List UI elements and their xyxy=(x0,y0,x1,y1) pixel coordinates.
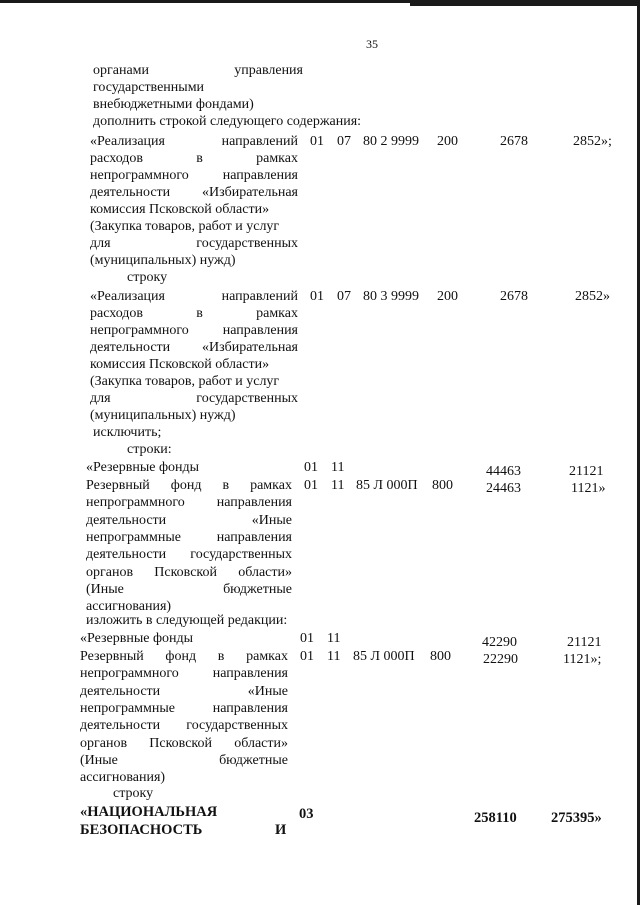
description-word: направления xyxy=(222,168,298,183)
reserve-new-target: 85 Л 000П xyxy=(353,649,415,664)
description-line xyxy=(90,374,279,391)
row-added-year2: 2852»; xyxy=(573,134,612,149)
reserve-new-section: 01 xyxy=(300,649,314,664)
description-line xyxy=(80,701,288,718)
description-word: для xyxy=(90,236,111,251)
instruction-add: дополнить строкой следующего содержания: xyxy=(93,114,362,129)
description-line xyxy=(86,513,292,530)
row-added-year1: 2678 xyxy=(500,134,528,149)
security-year1: 258110 xyxy=(474,810,517,826)
description-word: направлений xyxy=(221,289,298,304)
description-line xyxy=(86,530,292,547)
description-word: бюджетные xyxy=(223,581,292,597)
reserve-new-head-section: 01 xyxy=(300,631,314,646)
description-line xyxy=(90,134,298,151)
description-word: бюджетные xyxy=(219,752,288,768)
description-line xyxy=(86,547,292,564)
label-stroku-2: строку xyxy=(113,786,154,801)
description-word: органов xyxy=(80,735,128,751)
description-word: рамках xyxy=(250,478,292,493)
reserve-new-subsection: 11 xyxy=(327,649,341,664)
description-word: Резервный xyxy=(80,649,144,664)
row-removed-year1: 2678 xyxy=(500,289,528,304)
description-word: деятельности xyxy=(90,340,171,355)
intro-word: управления xyxy=(234,63,303,78)
description-word: Псковской xyxy=(154,564,217,580)
description-line xyxy=(90,306,298,323)
description-word: «Реализация xyxy=(90,134,165,149)
row-added-target: 80 2 9999 xyxy=(363,134,419,149)
description-word: направления xyxy=(212,666,288,682)
description-line xyxy=(80,736,288,753)
reserve-new-head-subsection: 11 xyxy=(327,631,341,646)
row-removed-subsection: 07 xyxy=(337,289,351,304)
description-line xyxy=(90,408,236,425)
intro-line-1 xyxy=(93,63,303,80)
description-word: рамках xyxy=(256,306,298,321)
reserve-old-section: 01 xyxy=(304,478,318,493)
description-word: деятельности xyxy=(86,512,167,528)
description-line xyxy=(80,718,288,735)
description-word: фонд xyxy=(170,478,202,493)
description-word: (Иные xyxy=(80,752,118,768)
description-word: в xyxy=(196,151,203,166)
description-line xyxy=(90,236,298,253)
reserve-old-subsection: 11 xyxy=(331,478,345,493)
description-word: направления xyxy=(222,323,298,338)
description-word: для xyxy=(90,391,111,406)
reserve-new-year2: 1121»; xyxy=(563,652,602,667)
description-line xyxy=(80,684,288,701)
description-word: фонд xyxy=(165,649,197,664)
label-stroki: строки: xyxy=(127,442,172,457)
label-exclude: исключить; xyxy=(93,425,162,440)
page-number: 35 xyxy=(366,37,378,51)
description-word: направления xyxy=(212,700,288,716)
intro-word: органами xyxy=(93,63,150,78)
description-line xyxy=(90,253,236,270)
description-word: «Избирательная xyxy=(202,340,298,355)
row-removed-target: 80 3 9999 xyxy=(363,289,419,304)
description-word: непрограммные xyxy=(86,529,181,545)
description-line xyxy=(86,565,292,582)
description-line xyxy=(90,185,298,202)
description-line xyxy=(90,391,298,408)
description-word: расходов xyxy=(90,151,144,166)
description-line xyxy=(90,323,298,340)
security-line-2-a: БЕЗОПАСНОСТЬ xyxy=(80,822,203,838)
row-removed-year2: 2852» xyxy=(575,289,610,304)
description-word: государственных xyxy=(186,718,288,734)
security-section: 03 xyxy=(299,806,314,822)
description-word: комиссия Псковской области» xyxy=(90,357,270,372)
description-word: (Иные xyxy=(86,581,124,597)
security-line-2-b: И xyxy=(275,822,287,838)
description-word: (Закупка товаров, работ и услуг xyxy=(90,219,280,234)
security-year2: 275395» xyxy=(551,810,602,826)
description-word: органов xyxy=(86,564,134,580)
description-word: непрограммного xyxy=(80,666,179,682)
description-line xyxy=(90,289,298,306)
reserve-new-head: «Резервные фонды xyxy=(80,631,194,646)
description-word: деятельности xyxy=(80,683,161,699)
row-added-subsection: 07 xyxy=(337,134,351,149)
security-line-1: «НАЦИОНАЛЬНАЯ xyxy=(80,804,218,820)
description-word: комиссия Псковской области» xyxy=(90,202,270,217)
description-word: государственных xyxy=(196,391,298,406)
description-word: в xyxy=(217,649,225,664)
reserve-new-head-year1: 42290 xyxy=(482,635,517,650)
description-word: рамках xyxy=(256,151,298,166)
description-word: направлений xyxy=(221,134,298,149)
description-word: деятельности xyxy=(80,718,161,734)
description-word: рамках xyxy=(246,649,288,664)
reserve-old-head-subsection: 11 xyxy=(331,460,345,475)
description-word: ассигнования) xyxy=(80,770,166,786)
description-line xyxy=(90,151,298,168)
reserve-old-head-year1: 44463 xyxy=(486,464,521,479)
description-line xyxy=(90,340,298,357)
description-line xyxy=(90,357,269,374)
description-line xyxy=(80,649,288,666)
description-line xyxy=(90,219,279,236)
description-line xyxy=(80,753,288,770)
description-word: «Иные xyxy=(247,683,288,699)
description-word: «Избирательная xyxy=(202,185,298,200)
description-line xyxy=(80,666,288,683)
description-word: направления xyxy=(216,529,292,545)
reserve-old-expense-type: 800 xyxy=(432,478,453,493)
description-word: ассигнования) xyxy=(86,599,172,615)
description-word: области» xyxy=(234,735,288,751)
reserve-old-head-year2: 21121 xyxy=(569,464,604,479)
intro-line-3: внебюджетными фондами) xyxy=(93,97,254,112)
reserve-new-year1: 22290 xyxy=(483,652,518,667)
description-word: «Иные xyxy=(251,512,292,528)
description-line xyxy=(86,495,292,512)
description-word: направления xyxy=(216,495,292,511)
description-word: непрограммные xyxy=(80,700,175,716)
description-word: непрограммного xyxy=(90,168,189,183)
description-word: деятельности xyxy=(90,185,171,200)
description-word: деятельности xyxy=(86,547,167,563)
description-line xyxy=(80,770,165,787)
label-edit: изложить в следующей редакции: xyxy=(86,613,288,628)
description-word: (Закупка товаров, работ и услуг xyxy=(90,374,280,389)
description-line xyxy=(86,582,292,599)
description-word: области» xyxy=(238,564,292,580)
description-word: (муниципальных) нужд) xyxy=(90,408,236,423)
description-word: непрограммного xyxy=(90,323,189,338)
description-word: непрограммного xyxy=(86,495,185,511)
description-word: государственных xyxy=(196,236,298,251)
row-added-section: 01 xyxy=(310,134,324,149)
description-word: в xyxy=(196,306,203,321)
description-word: Резервный xyxy=(86,478,150,493)
reserve-old-head-section: 01 xyxy=(304,460,318,475)
description-line xyxy=(90,202,269,219)
reserve-new-expense-type: 800 xyxy=(430,649,451,664)
reserve-new-head-year2: 21121 xyxy=(567,635,602,650)
intro-line-2: государственными xyxy=(93,80,205,95)
description-word: Псковской xyxy=(149,735,212,751)
reserve-old-year2: 1121» xyxy=(571,481,606,496)
row-added-expense-type: 200 xyxy=(437,134,458,149)
description-word: (муниципальных) нужд) xyxy=(90,253,236,268)
reserve-old-target: 85 Л 000П xyxy=(356,478,418,493)
label-stroku-1: строку xyxy=(127,270,168,285)
description-line xyxy=(90,168,298,185)
description-line xyxy=(86,478,292,495)
description-word: «Реализация xyxy=(90,289,165,304)
reserve-old-head: «Резервные фонды xyxy=(86,460,200,475)
row-removed-expense-type: 200 xyxy=(437,289,458,304)
reserve-old-year1: 24463 xyxy=(486,481,521,496)
row-removed-section: 01 xyxy=(310,289,324,304)
description-word: расходов xyxy=(90,306,144,321)
description-word: государственных xyxy=(190,547,292,563)
scan-corner-mark xyxy=(410,0,640,6)
description-word: в xyxy=(222,478,230,493)
